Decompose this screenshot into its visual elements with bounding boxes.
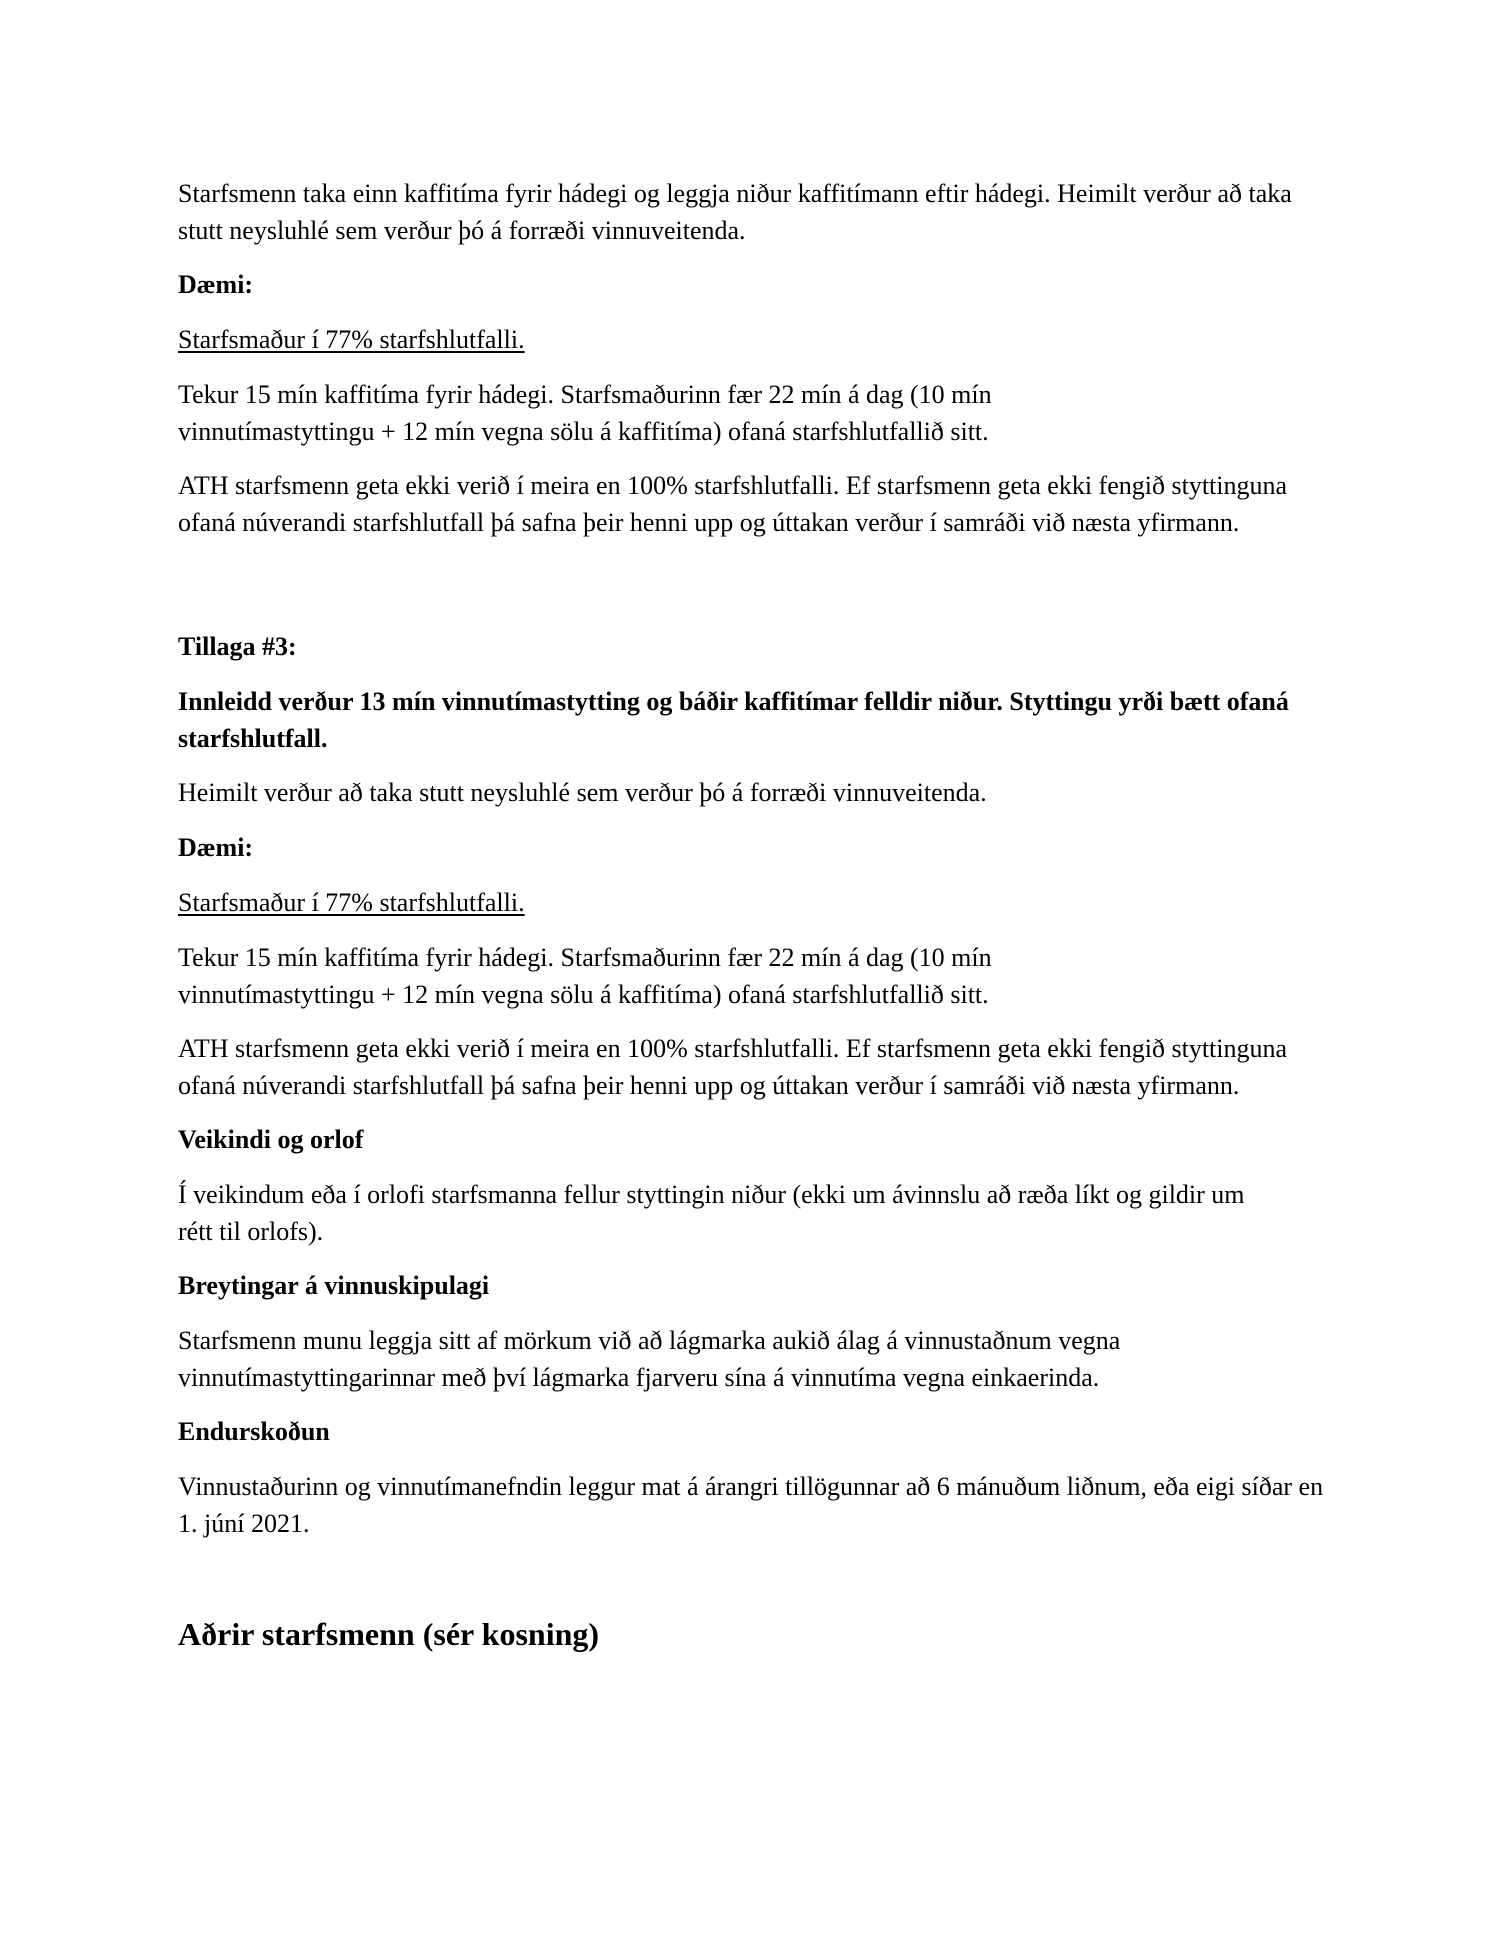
proposal-3-title: Tillaga #3: (178, 632, 297, 661)
proposal-3-note: ATH starfsmenn geta ekki verið í meira en 100% starfshlutfalli. Ef starfsmenn geta ekki fengið styttinguna ofaná núverandi starfshlutfall þá safna þeir henni upp og úttakan verður í samráði við næsta yfirmann. (178, 1034, 1288, 1100)
organization-text: Starfsmenn munu leggja sitt af mörkum við að lágmarka aukið álag á vinnustaðnum vegna vinnutímastyttingarinnar með því lágmarka fjarveru sína á vinnutíma vegna einkaerinda. (178, 1326, 1121, 1392)
section-a-example-heading: Dæmi: (178, 270, 254, 299)
sick-leave-heading: Veikindi og orlof (178, 1125, 364, 1154)
sick-leave-text: Í veikindum eða í orlofi starfsmanna fellur styttingin niður (ekki um ávinnslu að ræða líkt og gildir um rétt til orlofs). (178, 1180, 1245, 1246)
section-a-note: ATH starfsmenn geta ekki verið í meira en 100% starfshlutfalli. Ef starfsmenn geta ekki fengið styttinguna ofaná núverandi starfshlutfall þá safna þeir henni upp og úttakan verður í samráði við næsta yfirmann. (178, 471, 1288, 537)
section-a-example-text: Tekur 15 mín kaffitíma fyrir hádegi. Starfsmaðurinn fær 22 mín á dag (10 mín vinnutímastyttingu + 12 mín vegna sölu á kaffitíma) ofaná starfshlutfallið sitt. (178, 380, 992, 446)
proposal-3-example-text: Tekur 15 mín kaffitíma fyrir hádegi. Starfsmaðurinn fær 22 mín á dag (10 mín vinnutímastyttingu + 12 mín vegna sölu á kaffitíma) ofaná starfshlutfallið sitt. (178, 943, 992, 1009)
section-a-example-subject: Starfsmaður í 77% starfshlutfalli. (178, 325, 525, 354)
review-heading: Endurskoðun (178, 1417, 330, 1446)
proposal-3-example-subject: Starfsmaður í 77% starfshlutfalli. (178, 888, 525, 917)
proposal-3-intro: Heimilt verður að taka stutt neysluhlé sem verður þó á forræði vinnuveitenda. (178, 778, 987, 807)
section-a-intro: Starfsmenn taka einn kaffitíma fyrir hádegi og leggja niður kaffitímann eftir hádegi. Heimilt verður að taka stutt neysluhlé sem verður þó á forræði vinnuveitenda. (178, 179, 1292, 245)
review-text: Vinnustaðurinn og vinnutímanefndin leggur mat á árangri tillögunnar að 6 mánuðum liðnum, eða eigi síðar en 1. júní 2021. (178, 1472, 1324, 1538)
proposal-3-example-heading: Dæmi: (178, 833, 254, 862)
other-staff-heading: Aðrir starfsmenn (sér kosning) (178, 1616, 600, 1652)
organization-heading: Breytingar á vinnuskipulagi (178, 1271, 490, 1300)
document-body (178, 175, 1338, 1654)
proposal-3-summary: Innleidd verður 13 mín vinnutímastytting og báðir kaffitímar felldir niður. Styttingu yrði bætt ofaná starfshlutfall. (178, 687, 1289, 753)
